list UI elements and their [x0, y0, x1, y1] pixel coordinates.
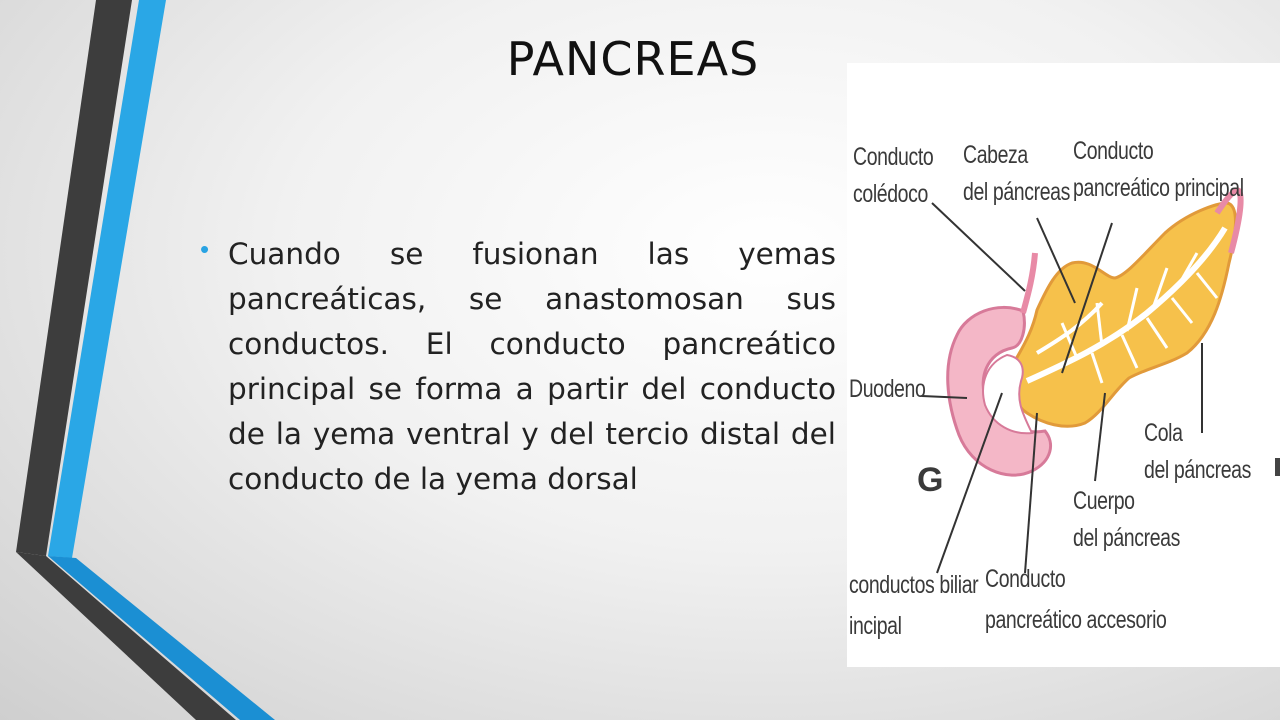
pancreas-diagram — [847, 63, 1280, 667]
slide-title: PANCREAS — [506, 32, 760, 86]
bullet-icon: • — [200, 234, 210, 264]
label-conducto-principal: Conducto pancreático principal — [1073, 137, 1244, 202]
blue-stripe-bottom — [48, 556, 275, 720]
bullet-text: Cuando se fusionan las yemas pancreáticas, se anastomosan sus conductos. El conducto pancreático principal se forma a partir del conducto de la yema ventral y del tercio distal del conducto de la yema dorsal — [228, 237, 836, 496]
label-cabeza-pancreas: Cabeza del páncreas — [963, 141, 1070, 206]
dark-stripe-bottom — [16, 552, 236, 720]
label-panel-letter: G — [917, 461, 944, 499]
label-cuerpo-pancreas: Cuerpo del páncreas — [1073, 487, 1180, 552]
label-conducto-accesorio: Conducto pancreático accesorio — [985, 565, 1167, 634]
list-item — [200, 232, 836, 502]
bullet-list — [200, 232, 836, 502]
label-conductos-biliar: conductos biliar incipal — [849, 571, 979, 640]
label-duodeno: Duodeno — [849, 375, 926, 403]
bile-duct — [1023, 253, 1035, 313]
label-cola-pancreas: Cola del páncreas — [1144, 419, 1251, 484]
label-conducto-coledoco: Conducto colédoco — [853, 143, 934, 208]
